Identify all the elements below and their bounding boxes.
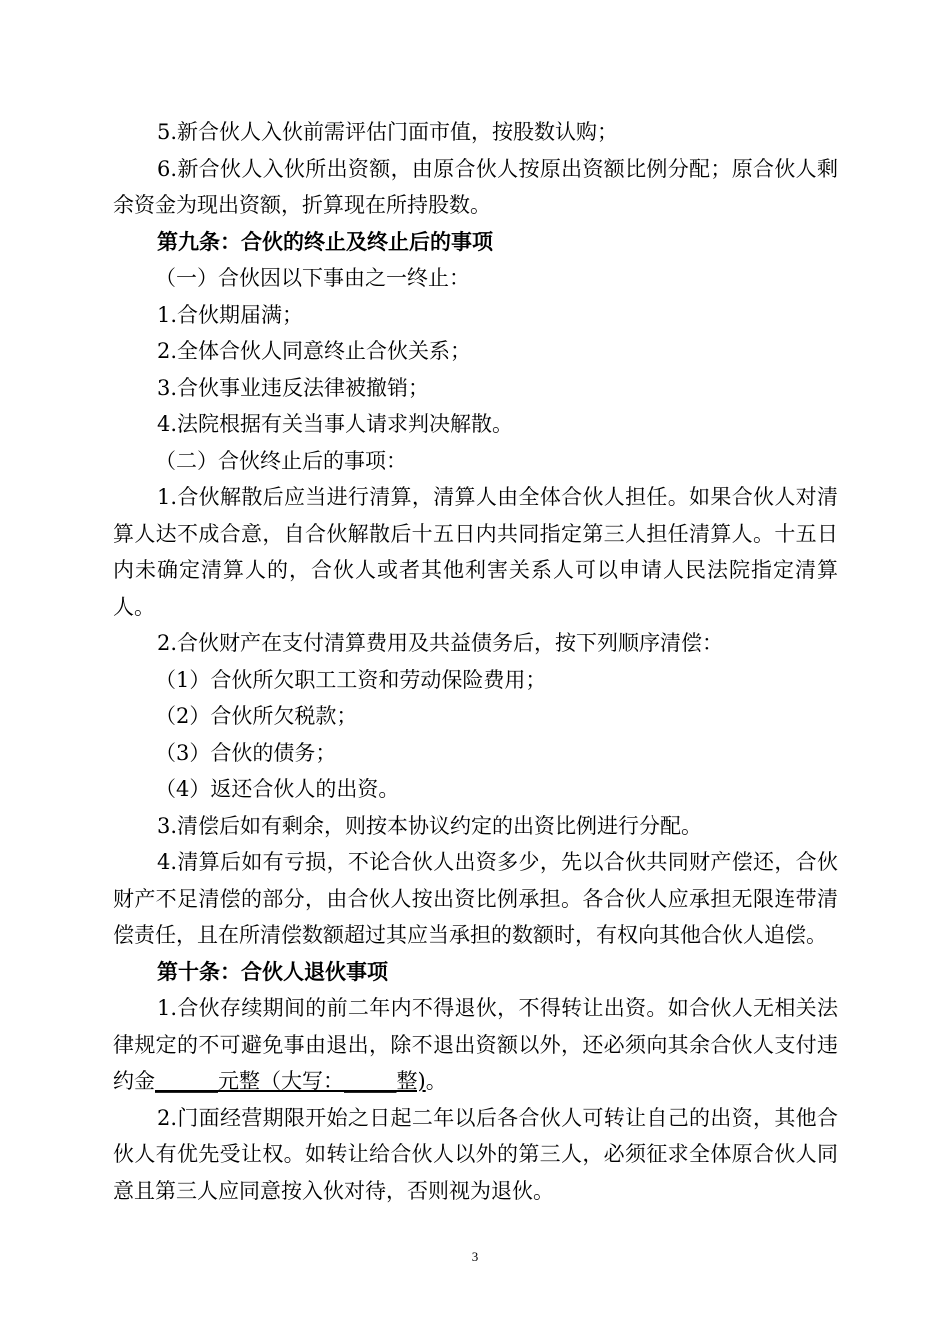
page-number: 3 xyxy=(471,1249,479,1264)
article-10-item-1-end: 。 xyxy=(425,1069,447,1093)
article-9-2-item-4: 4.清算后如有亏损，不论合伙人出资多少，先以合伙共同财产偿还，合伙财产不足清偿的部分，由合伙人按出资比例承担。各合伙人应承担无限连带清偿责任，且在所清偿数额超过其应当承担的数额时，有权向其他合伙人追偿。 xyxy=(113,850,838,947)
clause-8-5: 5.新合伙人入伙前需评估门面市值，按股数认购； xyxy=(157,120,619,144)
document-body xyxy=(113,114,838,1209)
article-9-1-item-1: 1.合伙期届满； xyxy=(157,302,304,327)
article-9-part-2-heading: （二）合伙终止后的事项： xyxy=(155,448,407,473)
penalty-amount-blank: ______元整（大写：_____整) xyxy=(155,1069,426,1093)
article-10-item-2: 2.门面经营期限开始之日起二年以后各合伙人可转让自己的出资，其他合伙人有优先受让权。如转让给合伙人以外的第三人，必须征求全体原合伙人同意且第三人应同意按入伙对待，否则视为退伙。 xyxy=(113,1105,838,1203)
article-9-2-item-3: 3.清偿后如有剩余，则按本协议约定的出资比例进行分配。 xyxy=(157,813,703,838)
article-9-2-item-2: 2.合伙财产在支付清算费用及共益债务后，按下列顺序清偿： xyxy=(157,631,724,655)
article-9-2-2-sub-4: （4）返还合伙人的出资。 xyxy=(155,777,400,801)
article-10-item-1-text: 1.合伙存续期间的前二年内不得退伙，不得转让出资。如合伙人无相关法律规定的不可避免事由退出，除不退出资额以外，还必须向其余合伙人支付违约金 xyxy=(113,996,838,1093)
article-9-part-1-heading: （一）合伙因以下事由之一终止： xyxy=(155,266,470,290)
article-10-title: 第十条：合伙人退伙事项 xyxy=(157,958,388,984)
article-10-item-1 xyxy=(113,990,838,1100)
article-9-1-item-2: 2.全体合伙人同意终止合伙关系； xyxy=(157,339,472,363)
clause-8-6: 6.新合伙人入伙所出资额，由原合伙人按原出资额比例分配；原合伙人剩余资金为现出资额，折算现在所持股数。 xyxy=(113,156,838,217)
article-9-2-2-sub-1: （1）合伙所欠职工工资和劳动保险费用； xyxy=(155,667,547,692)
article-9-2-2-sub-3: （3）合伙的债务； xyxy=(155,740,337,765)
article-9-2-2-sub-2: （2）合伙所欠税款； xyxy=(155,704,358,728)
article-9-1-item-4: 4.法院根据有关当事人请求判决解散。 xyxy=(157,412,514,436)
article-9-title: 第九条：合伙的终止及终止后的事项 xyxy=(157,228,493,254)
article-9-1-item-3: 3.合伙事业违反法律被撤销； xyxy=(157,375,430,400)
article-9-2-item-1: 1.合伙解散后应当进行清算，清算人由全体合伙人担任。如果合伙人对清算人达不成合意，自合伙解散后十五日内共同指定第三人担任清算人。十五日内未确定清算人的，合伙人或者其他利害关系人可以申请人民法院指定清算人。 xyxy=(113,485,838,619)
